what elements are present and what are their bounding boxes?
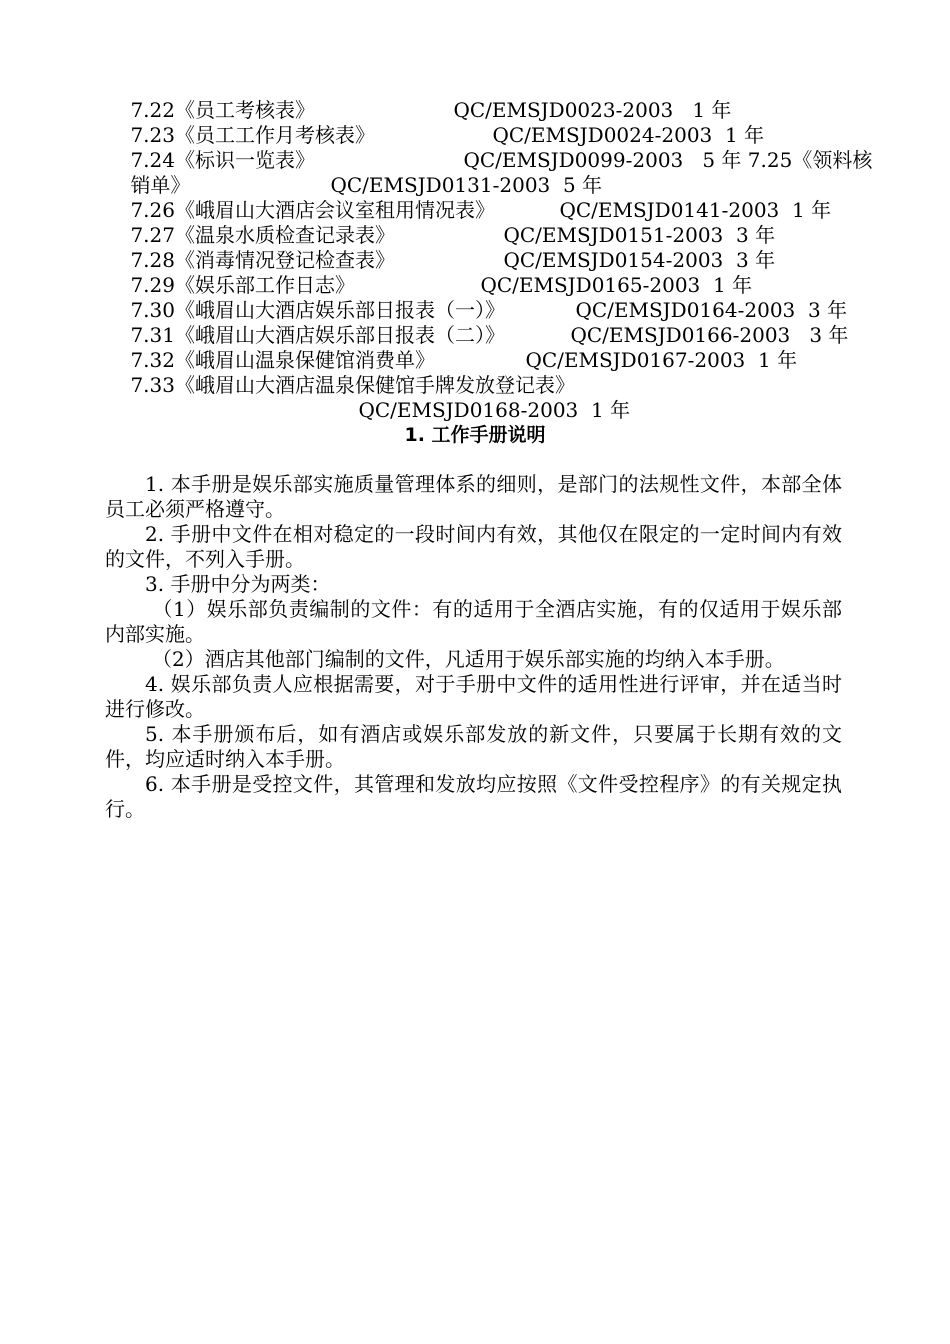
- record-index: 7.30: [130, 298, 175, 322]
- record-code: QC/EMSJD0168-2003 1 年: [358, 398, 631, 422]
- paragraph-number: 6.: [145, 772, 171, 796]
- section-title: 1. 工作手册说明: [404, 424, 546, 446]
- record-line: [105, 198, 395, 247]
- record-index: 7.29: [130, 273, 175, 297]
- record-period: 1 年: [724, 123, 765, 147]
- paragraph-text: 娱乐部负责编制的文件：有的适用于全酒店实施，有的仅适用于娱乐部内部实施。: [105, 597, 842, 646]
- record-code: QC/EMSJD0131-2003 5 年: [330, 173, 603, 197]
- record-name: 《娱乐部工作日志》: [174, 273, 355, 297]
- paragraph: [105, 672, 842, 722]
- paragraph-text: 本手册是娱乐部实施质量管理体系的细则，是部门的法规性文件，本部全体员工必须严格遵守。: [105, 472, 842, 521]
- paragraph-text: 酒店其他部门编制的文件，凡适用于娱乐部实施的均纳入本手册。: [204, 647, 785, 671]
- record-name: 《峨眉山大酒店娱乐部日报表（二）》: [174, 323, 505, 347]
- paragraph-number: （2）: [152, 647, 205, 671]
- record-code: QC/EMSJD0023-2003 1 年: [453, 98, 732, 122]
- record-line: [105, 323, 435, 372]
- paragraph: [105, 472, 842, 522]
- record-period: 1 年: [712, 273, 753, 297]
- record-line: [105, 348, 575, 397]
- record-index: 7.22: [130, 98, 175, 122]
- paragraph: [105, 772, 842, 822]
- paragraph: [105, 522, 842, 572]
- paragraph: [105, 597, 842, 647]
- record-code: QC/EMSJD0151-2003 3 年: [503, 223, 776, 247]
- paragraph-number: 3.: [145, 572, 171, 596]
- paragraph: [105, 647, 842, 672]
- record-name: 《峨眉山温泉保健馆消费单》: [174, 348, 435, 372]
- record-period: 1 年: [692, 98, 732, 122]
- paragraph-text: 本手册颁布后，如有酒店或娱乐部发放的新文件，只要属于长期有效的文件，均应适时纳入本手册。: [105, 722, 842, 771]
- record-line: [105, 98, 375, 147]
- paragraph-number: （1）: [152, 597, 207, 621]
- record-period: 3 年: [735, 223, 776, 247]
- record-period: 1 年: [590, 398, 631, 422]
- record-line: [105, 73, 315, 122]
- record-line: [105, 173, 495, 222]
- record-code: QC/EMSJD0164-2003 3 年: [575, 298, 848, 322]
- record-line: [105, 148, 191, 197]
- record-period: 3 年: [735, 248, 776, 272]
- record-index: 7.23: [130, 123, 175, 147]
- paragraph-number: 2.: [145, 522, 171, 546]
- record-code: QC/EMSJD0099-2003 5 年 7.25《领料核: [463, 148, 873, 172]
- record-index: 7.33: [130, 373, 175, 397]
- record-name: 《温泉水质检查记录表》: [174, 223, 395, 247]
- record-index: 7.24: [130, 148, 175, 172]
- paragraph: [105, 572, 842, 597]
- record-index: 7.27: [130, 223, 175, 247]
- record-period: 5 年 7.25《领料核: [702, 148, 873, 172]
- record-name: 《标识一览表》: [174, 148, 315, 172]
- record-code: QC/EMSJD0141-2003 1 年: [559, 198, 832, 222]
- record-line: [105, 223, 395, 272]
- record-period: 3 年: [809, 323, 849, 347]
- paragraph-number: 5.: [145, 722, 172, 746]
- record-period: 5 年: [562, 173, 603, 197]
- record-name: 《员工考核表》: [174, 98, 315, 122]
- record-name: 《峨眉山大酒店温泉保健馆手牌发放登记表》: [174, 373, 575, 397]
- paragraph-number: 4.: [145, 672, 171, 696]
- record-name: 《峨眉山大酒店娱乐部日报表（一）》: [174, 298, 505, 322]
- record-code: QC/EMSJD0165-2003 1 年: [480, 273, 753, 297]
- paragraph-text: 本手册是受控文件，其管理和发放均应按照《文件受控程序》的有关规定执行。: [105, 772, 842, 821]
- record-line: [105, 123, 315, 172]
- record-code: QC/EMSJD0024-2003 1 年: [492, 123, 765, 147]
- record-code: QC/EMSJD0166-2003 3 年: [570, 323, 849, 347]
- record-line: [105, 248, 355, 297]
- paragraph-number: 1.: [145, 472, 171, 496]
- paragraph-text: 娱乐部负责人应根据需要，对于手册中文件的适用性进行评审，并在适当时进行修改。: [105, 672, 842, 721]
- record-period: 1 年: [757, 348, 798, 372]
- paragraph: [105, 722, 842, 772]
- record-name: 《消毒情况登记检查表》: [174, 248, 395, 272]
- record-index: 销单》: [130, 173, 191, 197]
- record-period: 1 年: [791, 198, 832, 222]
- record-code: QC/EMSJD0154-2003 3 年: [503, 248, 776, 272]
- record-name: 《员工工作月考核表》: [174, 123, 375, 147]
- paragraph-text: 手册中文件在相对稳定的一段时间内有效，其他仅在限定的一定时间内有效的文件，不列入手册。: [105, 522, 842, 571]
- record-index: 7.26: [130, 198, 175, 222]
- record-line: [105, 298, 505, 347]
- record-line: [105, 273, 505, 322]
- record-name: 《峨眉山大酒店会议室租用情况表》: [174, 198, 495, 222]
- paragraph-text: 手册中分为两类：: [170, 572, 331, 596]
- record-index: 7.32: [130, 348, 175, 372]
- record-period: 3 年: [807, 298, 848, 322]
- record-index: 7.28: [130, 248, 175, 272]
- record-index: 7.31: [130, 323, 175, 347]
- record-code: QC/EMSJD0167-2003 1 年: [525, 348, 798, 372]
